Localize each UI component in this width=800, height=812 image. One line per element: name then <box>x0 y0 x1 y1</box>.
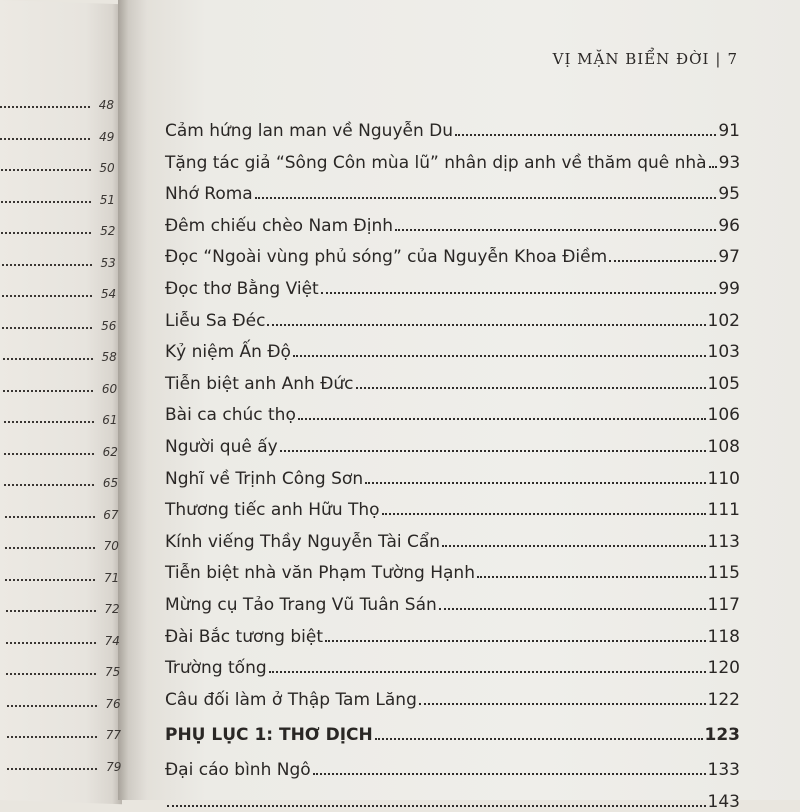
leader-dots <box>419 703 706 705</box>
left-page-number: 56 <box>101 318 117 333</box>
leader-dots <box>255 197 717 199</box>
left-page <box>0 0 122 804</box>
left-page-number: 71 <box>103 570 120 585</box>
toc-entry-page: 143 <box>707 792 740 812</box>
left-toc-row <box>0 124 118 144</box>
left-page-number: 79 <box>106 759 122 774</box>
toc-entry-page: 115 <box>707 563 740 584</box>
left-toc-row <box>6 596 124 616</box>
leader-dots <box>365 482 705 484</box>
left-page-number: 52 <box>100 224 116 238</box>
leader-dots <box>298 418 706 420</box>
left-page-number: 53 <box>100 255 116 270</box>
leader-dots <box>4 453 94 455</box>
left-page-number: 72 <box>104 602 120 616</box>
leader-dots <box>1 201 91 203</box>
toc-entry <box>165 782 740 812</box>
left-toc-row <box>4 439 122 459</box>
left-page-number: 54 <box>100 287 117 301</box>
toc-entry <box>165 364 740 394</box>
book-gutter <box>118 0 148 800</box>
toc-entry-title: Nghĩ về Trịnh Công Sơn <box>165 468 364 489</box>
left-toc-row <box>2 281 120 301</box>
left-page-number: 51 <box>99 192 116 207</box>
toc-entry <box>165 111 740 141</box>
toc-entry-title: Tiễn biệt anh Anh Đức <box>165 373 354 394</box>
header-title: VỊ MẶN BIỂN ĐỜI <box>552 50 710 68</box>
toc-entry-page: 110 <box>707 468 740 489</box>
leader-dots <box>5 516 95 518</box>
toc-entry <box>165 680 740 710</box>
toc-entry-page: 133 <box>707 760 740 780</box>
left-toc-row <box>5 533 123 553</box>
left-toc-row <box>0 92 118 112</box>
leader-dots <box>3 390 93 392</box>
toc-entry <box>165 490 740 520</box>
left-page-number: 70 <box>103 539 119 553</box>
toc-entry-title: Bài ca chúc thọ <box>165 405 296 426</box>
left-toc-row <box>3 376 121 396</box>
toc-entry-page: 105 <box>707 373 740 394</box>
left-page-number: 67 <box>103 507 119 522</box>
leader-dots <box>4 421 94 423</box>
toc-entry-title: Người quê ấy <box>165 437 278 457</box>
leader-dots <box>7 768 97 770</box>
leader-dots <box>325 640 706 642</box>
running-header <box>553 50 738 68</box>
toc-entry-title: Tặng tác giả “Sông Côn mùa lũ” nhân dịp anh về thăm quê nhà <box>165 152 707 173</box>
left-page-number: 77 <box>105 728 121 742</box>
leader-dots <box>382 513 706 515</box>
left-toc-row <box>2 313 120 333</box>
left-page-number: 75 <box>105 665 121 679</box>
toc-entry-title: Kính viếng Thầy Nguyễn Tài Cẩn <box>165 531 441 552</box>
left-page-number: 62 <box>102 444 118 459</box>
toc-entry-page: 118 <box>707 626 740 647</box>
toc-entry-title: Đài Bắc tương biệt <box>165 626 323 647</box>
toc-entry-title: Đại cáo bình Ngô <box>165 760 311 780</box>
toc-entry-page: 96 <box>718 215 740 236</box>
leader-dots <box>267 324 705 326</box>
toc-entry-page: 120 <box>707 658 740 679</box>
left-page-number: 58 <box>101 350 117 364</box>
header-page-number: 7 <box>727 50 738 68</box>
leader-dots <box>395 229 716 231</box>
leader-dots <box>280 450 706 452</box>
leader-dots <box>375 738 703 740</box>
toc-entry <box>165 750 740 780</box>
leader-dots <box>609 260 716 262</box>
left-toc-row <box>7 754 125 774</box>
header-separator: | <box>715 50 722 68</box>
left-page-number: 48 <box>98 98 114 112</box>
leader-dots <box>3 358 93 360</box>
leader-dots <box>2 327 92 329</box>
leader-dots <box>2 264 92 266</box>
left-toc-row <box>1 218 119 238</box>
toc-entry-page: 99 <box>718 279 740 299</box>
toc-entry-title: Đọc “Ngoài vùng phủ sóng” của Nguyễn Khoa Điềm <box>165 247 608 268</box>
toc-entry <box>165 395 740 425</box>
leader-dots <box>0 138 90 140</box>
leader-dots <box>442 545 705 547</box>
leader-dots <box>6 610 96 612</box>
toc-entry <box>165 332 740 362</box>
toc-entry-title: PHỤ LỤC 1: THƠ DỊCH <box>165 725 373 745</box>
left-page-number: 49 <box>99 129 115 144</box>
toc-entry-title: Thương tiếc anh Hữu Thọ <box>165 500 380 521</box>
left-toc-row <box>3 344 121 364</box>
left-toc-row <box>4 407 122 427</box>
toc-entry-page: 108 <box>707 437 740 457</box>
toc-entry <box>165 585 740 615</box>
left-toc-row <box>7 722 125 742</box>
toc-entry <box>165 237 740 267</box>
toc-entry-title: Kỷ niệm Ấn Độ <box>165 342 291 363</box>
toc-entry-title: Nhớ Roma <box>165 184 253 205</box>
toc-entry-title: Mừng cụ Tảo Trang Vũ Tuân Sán <box>165 595 437 615</box>
leader-dots <box>356 387 706 389</box>
leader-dots <box>1 169 91 171</box>
left-toc-row <box>4 470 122 490</box>
toc-entry-page: 111 <box>707 500 740 521</box>
toc-entry <box>165 174 740 204</box>
toc-entry <box>165 269 740 299</box>
toc-entry-page: 123 <box>704 725 740 745</box>
toc-entry-page: 102 <box>707 310 740 331</box>
left-toc-row <box>1 187 119 207</box>
toc-entry-title: Tiễn biệt nhà văn Phạm Tường Hạnh <box>165 563 475 584</box>
toc-entry-page: 91 <box>718 121 740 141</box>
toc-entry-title: Trường tống <box>165 658 267 679</box>
left-toc-row <box>6 659 124 679</box>
left-toc-row <box>5 502 123 522</box>
leader-dots <box>5 547 95 549</box>
leader-dots <box>455 134 716 136</box>
leader-dots <box>269 671 706 673</box>
toc-entry-title: Cảm hứng lan man về Nguyễn Du <box>165 121 454 141</box>
leader-dots <box>4 484 94 486</box>
toc-entry-page: 93 <box>718 152 741 173</box>
left-page-number: 74 <box>104 633 120 648</box>
toc-entry <box>165 522 740 552</box>
leader-dots <box>2 295 92 297</box>
leader-dots <box>313 773 706 775</box>
toc-entry-page: 113 <box>707 531 740 552</box>
toc-entry-page: 97 <box>718 247 740 268</box>
toc-entry <box>165 617 740 647</box>
left-page-number: 61 <box>102 413 118 427</box>
toc-entry <box>165 206 740 236</box>
left-toc-row <box>1 155 119 175</box>
toc-entry-page: 95 <box>718 184 740 205</box>
left-toc-row <box>2 250 120 270</box>
left-page-number: 65 <box>102 476 119 490</box>
toc-entry <box>165 143 740 173</box>
toc-section-heading <box>165 715 740 745</box>
leader-dots <box>167 805 706 807</box>
toc-entry <box>165 427 740 457</box>
toc-entry <box>165 459 740 489</box>
leader-dots <box>709 166 717 168</box>
toc-entry <box>165 648 740 678</box>
leader-dots <box>6 673 96 675</box>
leader-dots <box>7 705 97 707</box>
leader-dots <box>0 106 90 108</box>
leader-dots <box>293 355 706 357</box>
toc-entry-title: Liễu Sa Đéc <box>165 310 266 331</box>
leader-dots <box>477 576 706 578</box>
left-page-number: 50 <box>99 161 115 175</box>
toc-entry-page: 106 <box>707 405 740 426</box>
leader-dots <box>5 579 95 581</box>
left-page-number: 76 <box>105 696 121 711</box>
left-toc-row <box>7 691 125 711</box>
toc-entry-title: Đọc thơ Bằng Việt <box>165 279 319 299</box>
toc-entry-page: 117 <box>707 595 740 615</box>
leader-dots <box>7 736 97 738</box>
toc-entry-page: 122 <box>707 689 740 710</box>
toc-entry-title: Đêm chiếu chèo Nam Định <box>165 215 394 236</box>
toc-entry-page: 103 <box>707 342 740 363</box>
leader-dots <box>439 608 706 610</box>
leader-dots <box>321 292 717 294</box>
left-page-number: 60 <box>101 381 118 396</box>
leader-dots <box>1 232 91 234</box>
leader-dots <box>6 642 96 644</box>
left-toc-row <box>5 565 123 585</box>
toc-entry-title: Câu đối làm ở Thập Tam Lăng <box>165 689 417 710</box>
toc-entry <box>165 301 740 331</box>
toc-entry <box>165 553 740 583</box>
left-toc-row <box>6 628 124 648</box>
